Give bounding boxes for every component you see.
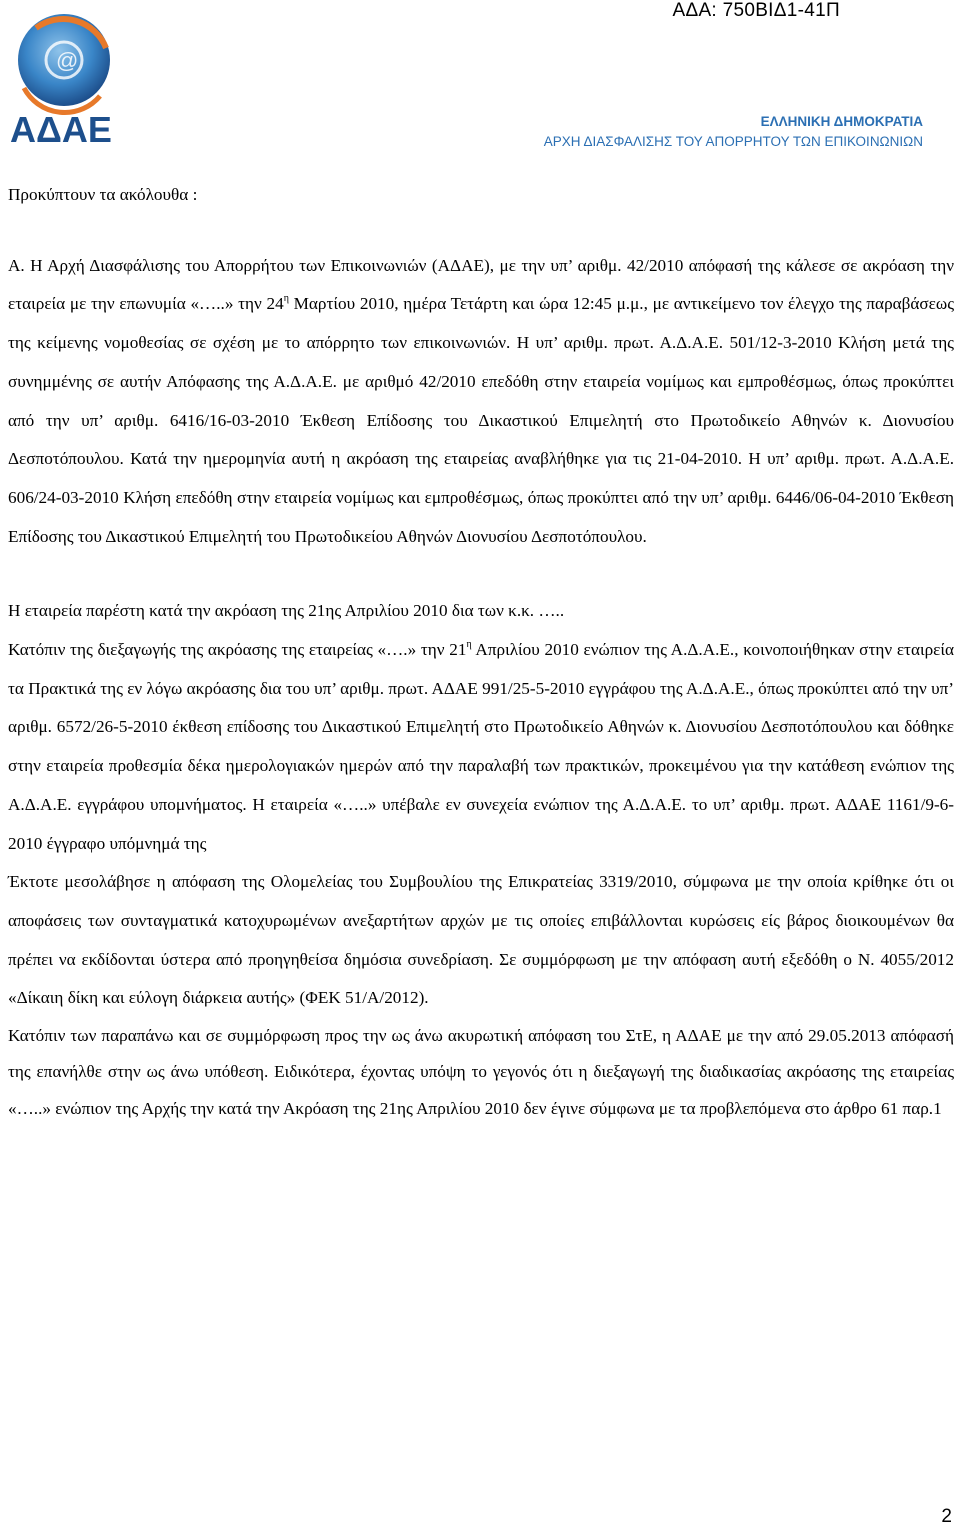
paragraph-c-sup: η <box>466 639 472 651</box>
svg-text:@: @ <box>56 48 79 73</box>
paragraph-a-text: A. Η Αρχή Διασφάλισης του Απορρήτου των Επικοινωνιών (ΑΔΑΕ), με την υπ’ αριθμ. 42/2010 απόφασή της κάλεσε σε ακρόαση την εταιρεία με την επωνυμία «…..» την 24 <box>8 255 954 314</box>
paragraph-a <box>8 247 954 557</box>
paragraph-a-sup: η <box>283 293 289 305</box>
org-name: ΑΡΧΗ ΔΙΑΣΦΑΛΙΣΗΣ ΤΟΥ ΑΠΟΡΡΗΤΟΥ ΤΩΝ ΕΠΙΚΟΙΝΩΝΙΩΝ <box>543 134 923 149</box>
paragraph-c-text: Κατόπιν της διεξαγωγής της ακρόασης της εταιρείας «….» την 21 <box>8 640 467 660</box>
ada-code: ΑΔΑ: 750ΒΙΔ1-41Π <box>672 0 840 21</box>
intro-paragraph: Προκύπτουν τα ακόλουθα : <box>8 185 198 204</box>
org-country: ΕΛΛΗΝΙΚΗ ΔΗΜΟΚΡΑΤΙΑ <box>760 114 923 129</box>
document-body <box>8 176 954 1127</box>
page-number: 2 <box>941 1506 952 1527</box>
paragraph-c-rest: Απριλίου 2010 ενώπιον της Α.Δ.Α.Ε., κοινοποιήθηκαν στην εταιρεία τα Πρακτικά της εν λόγω ακρόασης δια του υπ’ αριθμ. πρωτ. ΑΔΑΕ 991/25-5-2010 εγγράφου της Α.Δ.Α.Ε., όπως προκύπτει από την υπ’ αριθμ. 6572/26-5-2010 έκθεση επίδοσης του Δικαστικού Επιμελητή στο Πρωτοδικείο Αθηνών κ. Διονυσίου Δεσποτόπουλου και δόθηκε στην εταιρεία προθεσμία δέκα ημερολογιακών ημερών από την παραλαβή των πρακτικών, προκειμένου για την κατάθεση ενώπιον της Α.Δ.Α.Ε. εγγράφου υπομνήματος. Η εταιρεία «…..» υπέβαλε εν συνεχεία ενώπιον της Α.Δ.Α.Ε. το υπ’ αριθμ. πρωτ. ΑΔΑΕ 1161/9-6-2010 έγγραφο υπόμνημά της <box>8 640 954 853</box>
paragraph-e: Κατόπιν των παραπάνω και σε συμμόρφωση προς την ως άνω ακυρωτική απόφαση του ΣτΕ, η ΑΔΑΕ με την από 29.05.2013 απόφασή της επανήλθε στην ως άνω υπόθεση. Ειδικότερα, έχοντας υπόψη το γεγονός ότι η διεξαγωγή της διαδικασίας ακρόασης της εταιρείας «…..» ενώπιον της Αρχής την κατά την Ακρόαση της 21ης Απριλίου 2010 δεν έγινε σύμφωνα με τα προβλεπόμενα στο άρθρο 61 παρ.1 <box>8 1026 954 1118</box>
paragraph-b: Η εταιρεία παρέστη κατά την ακρόαση της 21ης Απριλίου 2010 δια των κ.κ. ….. <box>8 601 565 621</box>
paragraph-c <box>8 631 954 863</box>
svg-text:ΑΔΑΕ: ΑΔΑΕ <box>10 109 112 150</box>
adae-logo <box>6 8 124 150</box>
organization-header <box>544 112 923 152</box>
paragraph-a-rest: Μαρτίου 2010, ημέρα Τετάρτη και ώρα 12:45 μ.μ., με αντικείμενο τον έλεγχο της παραβάσεως της κείμενης νομοθεσίας σε σχέση με το απόρρητο των επικοινωνιών. Η υπ’ αριθμ. πρωτ. Α.Δ.Α.Ε. 501/12-3-2010 Κλήση μετά της συνημμένης σε αυτήν Απόφασης της Α.Δ.Α.Ε. με αριθμό 42/2010 επεδόθη στην εταιρεία νομίμως και εμπροθέσμως, όπως προκύπτει από την υπ’ αριθμ. 6416/16-03-2010 Έκθεση Επίδοσης του Δικαστικού Επιμελητή στο Πρωτοδικείο Αθηνών κ. Διονυσίου Δεσποτόπουλου. Κατά την ημερομηνία αυτή η ακρόαση της εταιρείας αναβλήθηκε για τις 21-04-2010. Η υπ’ αριθμ. πρωτ. Α.Δ.Α.Ε. 606/24-03-2010 Κλήση επεδόθη στην εταιρεία νομίμως και εμπροθέσμως, όπως προκύπτει από την υπ’ αριθμ. 6446/06-04-2010 Έκθεση Επίδοσης του Δικαστικού Επιμελητή του Πρωτοδικείου Αθηνών Διονυσίου Δεσποτόπουλου. <box>8 294 954 546</box>
paragraph-d: Έκτοτε μεσολάβησε η απόφαση της Ολομελείας του Συμβουλίου της Επικρατείας 3319/2010, σύμφωνα με την οποία κρίθηκε ότι οι αποφάσεις των συνταγματικά κατοχυρωμένων ανεξαρτήτων αρχών με τις οποίες επιβάλλονται κυρώσεις είς βάρος διοικουμένων θα πρέπει να εκδίδονται ύστερα από προηγηθείσα δημόσια συνεδρίαση. Σε συμμόρφωση με την απόφαση αυτή εξεδόθη ο Ν. 4055/2012 «Δίκαιη δίκη και εύλογη διάρκεια αυτής» (ΦΕΚ 51/Α/2012). <box>8 872 954 1008</box>
